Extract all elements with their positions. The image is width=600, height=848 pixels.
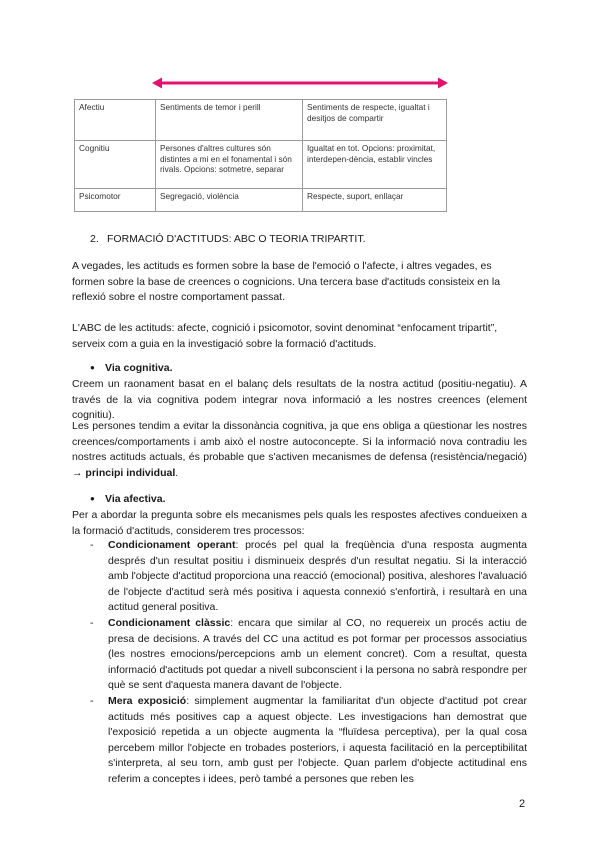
list-item xyxy=(72,694,527,788)
list-text: : simplement augmentar la familiaritat d'un objecte d'actitud pot crear actituds més positives cap a aquest objecte. Les investigacions han demostrat que l'exposició repetida a un objecte augmenta la “fluïdesa perceptiva), per la qual cosa percebem millor l'objecte en trobades posteriors, i aquesta facilitació en la perceptibilitat s'interpreta, al seu torn, amb gust per l'objecte. Quan parlem d'objecte actitudinal ens referim a conceptes i idees, però també a persones que reben les xyxy=(108,694,527,785)
affective-title: Via afectiva. xyxy=(105,493,166,505)
page-number: 2 xyxy=(519,798,526,810)
table-row xyxy=(75,100,447,141)
list-text: : procés pel qual la freqüència d'una resposta augmenta després d'un resultat positiu i disminueix després d'un resultat negatiu. Si la interacció amb l'objecte d'actitud proporciona una reacció (emocional) positiva, aleshores l'avaluació de l'objecte d'actitud serà més positiva i aquesta connexió s'enfortirà, i resultarà en una actitud general positiva. xyxy=(108,539,527,614)
affective-list xyxy=(72,538,527,788)
list-dash: - xyxy=(90,694,94,707)
double-arrow-icon xyxy=(152,76,448,90)
section-title: FORMACIÓ D'ACTITUDS: ABC O TEORIA TRIPARTIT. xyxy=(107,233,366,245)
section-heading xyxy=(90,233,366,245)
table-row xyxy=(75,189,447,212)
bullet-icon: ● xyxy=(90,494,95,503)
cognitive-text: Les persones tendim a evitar la dissonància cognitiva, ja que ens obliga a qüestionar les nostres creences/comportaments i amb això el nostre autoconcepte. Si la informació nova contradiu les nostres actituds actuals, és probable que s'activen mecanismes de defensa (resistència/negació) → xyxy=(72,420,527,479)
bullet-icon: ● xyxy=(90,363,95,372)
table-cell: Igualtat en tot. Opcions: proximitat, interdepen-dència, establir vincles xyxy=(303,141,447,189)
list-item xyxy=(72,616,527,694)
section-number: 2. xyxy=(90,233,99,245)
cognitive-paragraph-2 xyxy=(72,419,527,481)
list-term: Mera exposició xyxy=(108,694,187,707)
intro-paragraph-2: L'ABC de les actituds: afecte, cognició i psicomotor, sovint denominat “enfocament tripartit”, serveix com a guia en la investigació sobre la formació d'actituds. xyxy=(72,322,498,350)
table-cell: Afectiu xyxy=(75,100,156,141)
table-cell: Respecte, suport, enllaçar xyxy=(303,189,447,212)
list-term: Condicionament operant xyxy=(108,539,236,551)
affective-bullet xyxy=(90,493,166,505)
table-cell: Psicomotor xyxy=(75,189,156,212)
list-term: Condicionament clàssic xyxy=(108,616,231,629)
intro-paragraph-1: A vegades, les actituds es formen sobre la base de l'emoció o l'afecte, i altres vegades, es formen sobre la base de creences o cognicions. Una tercera base d'actituds consisteix en la reflexió sobre el nostre comportament passat. xyxy=(72,260,501,304)
list-item xyxy=(72,538,527,616)
table-row xyxy=(75,141,447,189)
cognitive-title: Via cognitiva. xyxy=(105,362,173,374)
table-cell: Sentiments de respecte, igualtat i desitjos de compartir xyxy=(303,100,447,141)
table-cell: Segregació, violència xyxy=(156,189,303,212)
table-cell: Cognitiu xyxy=(75,141,156,189)
attitudes-table xyxy=(74,99,447,212)
cognitive-bullet xyxy=(90,362,173,374)
affective-intro: Per a abordar la pregunta sobre els mecanismes pels quals les respostes afectives condueixen a la formació d'actituds, considerem tres processos: xyxy=(72,509,527,537)
cognitive-text-end: . xyxy=(175,466,179,479)
table-cell: Sentiments de temor i perill xyxy=(156,100,303,141)
principle-term: principi individual xyxy=(85,466,176,479)
list-dash: - xyxy=(90,539,94,551)
list-text: : encara que similar al CO, no requereix un procés actiu de presa de decisions. A través del CC una actitud es pot formar per processos associatius (les nostres emocions/percepcions amb un element concret). Com a resultat, questa informació d'actituds pot quedar a nivell subconscient i la persona no sabrà respondre per què se sent d'aquesta manera davant de l'objecte. xyxy=(108,616,528,692)
table-cell: Persones d'altres cultures són distintes a mi en el fonamental i són rivals. Opcions: sotmetre, separar xyxy=(156,141,303,189)
cognitive-paragraph-1: Creem un raonament basat en el balanç dels resultats de la nostra actitud (positiu-negatiu). A través de la via cognitiva podem integrar nova informació a les nostres creences (element cognitiu). xyxy=(72,378,527,422)
list-dash: - xyxy=(90,616,94,629)
